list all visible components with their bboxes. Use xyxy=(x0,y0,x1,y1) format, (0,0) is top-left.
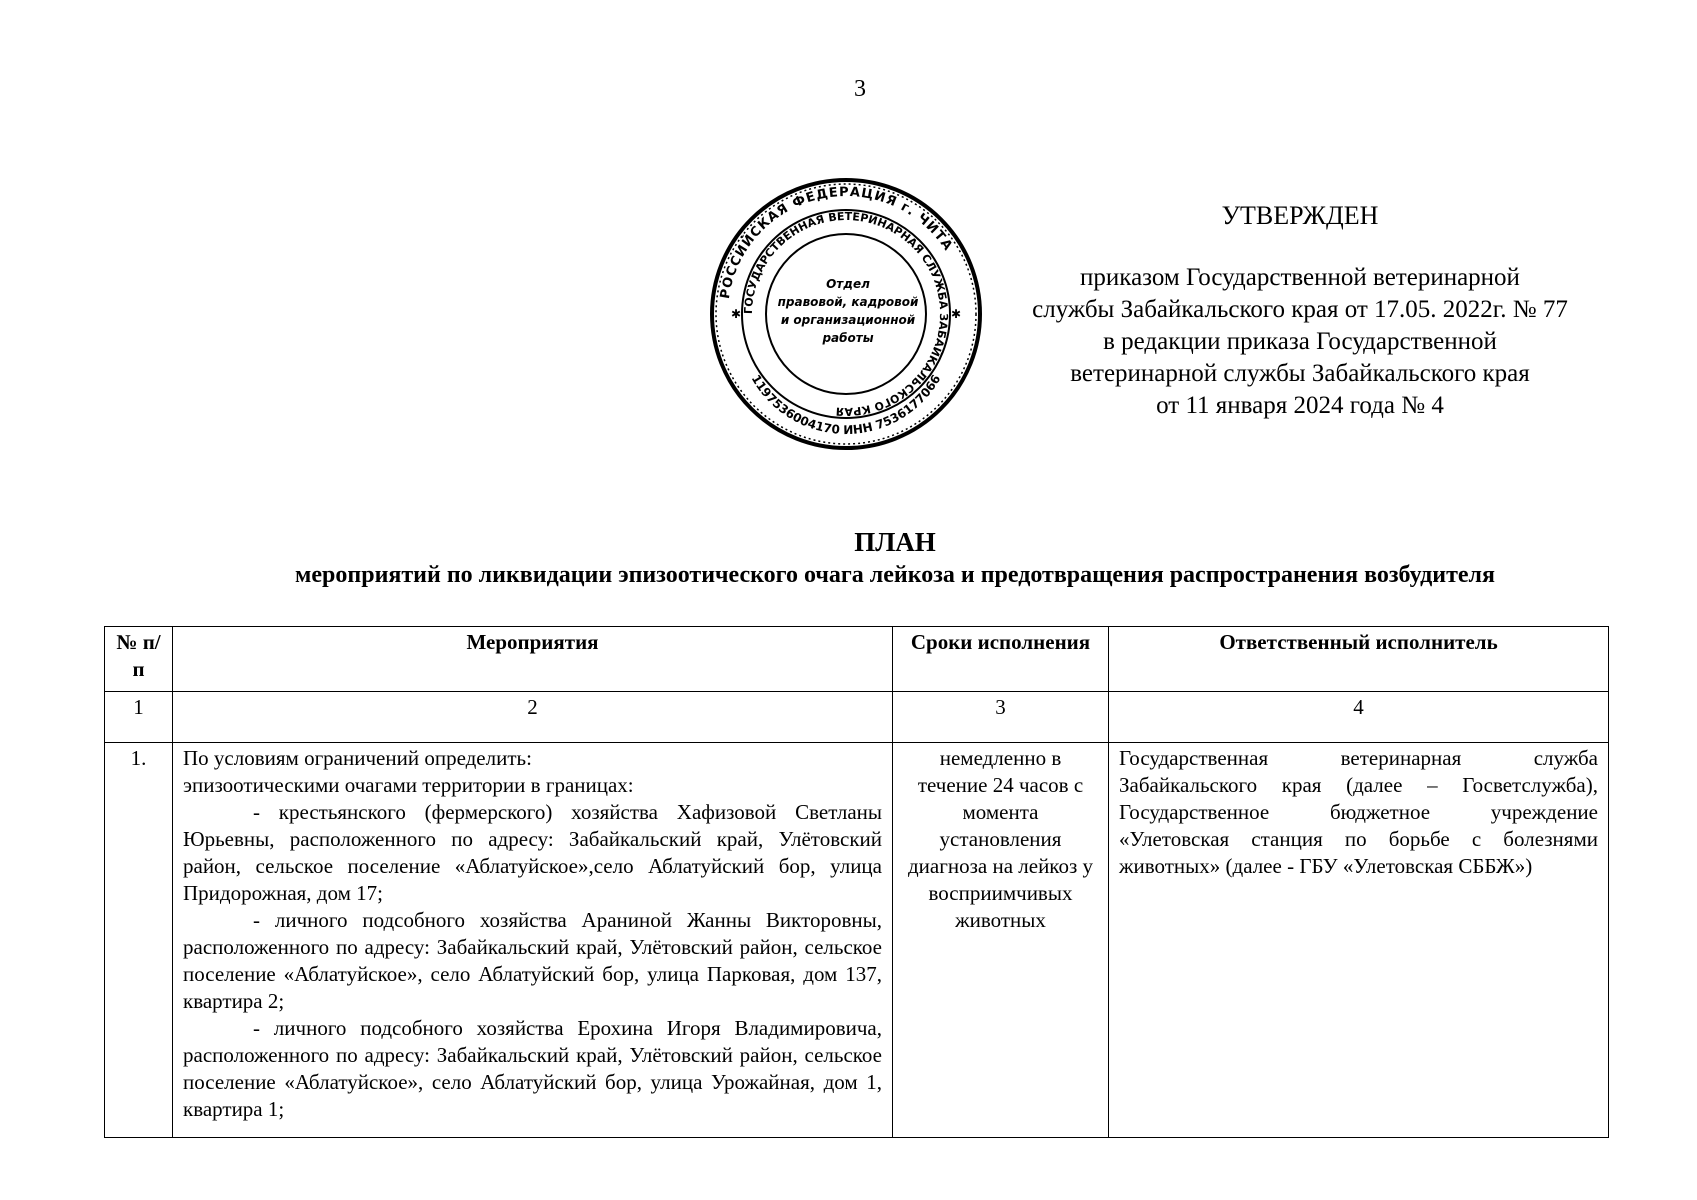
seal-center-line-1: Отдел xyxy=(826,277,870,291)
column-number-1: 1 xyxy=(105,692,173,743)
row-deadline: немедленно в течение 24 часов с момента установления диагноза на лейкоз у восприимчивых животных xyxy=(893,743,1109,1138)
plan-title: ПЛАН xyxy=(854,527,936,557)
approval-line-4: ветеринарной службы Забайкальского края xyxy=(1070,360,1530,387)
official-seal xyxy=(708,176,984,452)
row-responsible: Государственная ветеринарная служба Забайкальского края (далее – Госветслужба), Государственное бюджетное учреждение «Улетовская станция по борьбе с болезнями животных» (далее - ГБУ «Улетовская СББЖ») xyxy=(1109,743,1609,1138)
page-number: 3 xyxy=(854,76,866,102)
column-number-4: 4 xyxy=(1109,692,1609,743)
plan-header xyxy=(100,526,1690,592)
header-num: № п/п xyxy=(105,627,173,692)
seal-outer-text: РОССИЙСКАЯ ФЕДЕРАЦИЯ г. ЧИТА xyxy=(717,184,956,300)
table-numbering-row xyxy=(105,692,1609,743)
approval-block xyxy=(980,200,1620,422)
header-measures: Мероприятия xyxy=(173,627,893,692)
row-measures xyxy=(173,743,893,1138)
seal-graphic xyxy=(708,176,984,452)
table-row xyxy=(105,743,1609,1138)
seal-center-line-2: правовой, кадровой xyxy=(777,295,919,309)
measures-item-3: - личного подсобного хозяйства Ерохина Игоря Владимировича, расположенного по адресу: Забайкальский край, Улётовский район, сельское поселение «Аблатуйское», село Аблатуйский бор, улица Урожайная, дом 1, квартира 1; xyxy=(183,1016,882,1121)
plan-subtitle: мероприятий по ликвидации эпизоотического очага лейкоза и предотвращения распространения возбудителя xyxy=(295,562,1495,588)
measures-intro-2: эпизоотическими очагами территории в границах: xyxy=(183,773,634,797)
approval-line-5: от 11 января 2024 года № 4 xyxy=(1156,392,1444,419)
header-responsible: Ответственный исполнитель xyxy=(1109,627,1609,692)
seal-bottom-text: 1197536004170 ИНН 7536177066 xyxy=(748,372,944,438)
measures-intro-1: По условиям ограничений определить: xyxy=(183,746,532,770)
plan-table xyxy=(104,626,1609,1138)
svg-text:✱: ✱ xyxy=(950,307,962,321)
column-number-2: 2 xyxy=(173,692,893,743)
seal-center-line-3: и организационной xyxy=(780,313,916,327)
approved-label: УТВЕРЖДЕН xyxy=(1221,201,1379,230)
svg-text:✱: ✱ xyxy=(730,307,742,321)
approval-line-2: службы Забайкальского края от 17.05. 2022г. № 77 xyxy=(1032,296,1568,323)
approval-line-3: в редакции приказа Государственной xyxy=(1103,328,1497,355)
seal-inner-text: ГОСУДАРСТВЕННАЯ ВЕТЕРИНАРНАЯ СЛУЖБА ЗАБАЙКАЛЬСКОГО КРАЯ xyxy=(741,209,951,419)
measures-item-1: - крестьянского (фермерского) хозяйства Хафизовой Светланы Юрьевны, расположенного по адресу: Забайкальский край, Улётовский район, сельское поселение «Аблатуйское»,село Аблатуйский бор, улица Придорожная, дом 17; xyxy=(183,800,882,905)
row-number: 1. xyxy=(105,743,173,1138)
header-deadlines: Сроки исполнения xyxy=(893,627,1109,692)
measures-item-2: - личного подсобного хозяйства Араниной Жанны Викторовны, расположенного по адресу: Забайкальский край, Улётовский район, сельское поселение «Аблатуйское», село Аблатуйский бор, улица Парковая, дом 137, квартира 2; xyxy=(183,908,882,1013)
approval-line-1: приказом Государственной ветеринарной xyxy=(1080,264,1520,291)
seal-center-line-4: работы xyxy=(822,331,874,345)
table-header-row xyxy=(105,627,1609,692)
column-number-3: 3 xyxy=(893,692,1109,743)
